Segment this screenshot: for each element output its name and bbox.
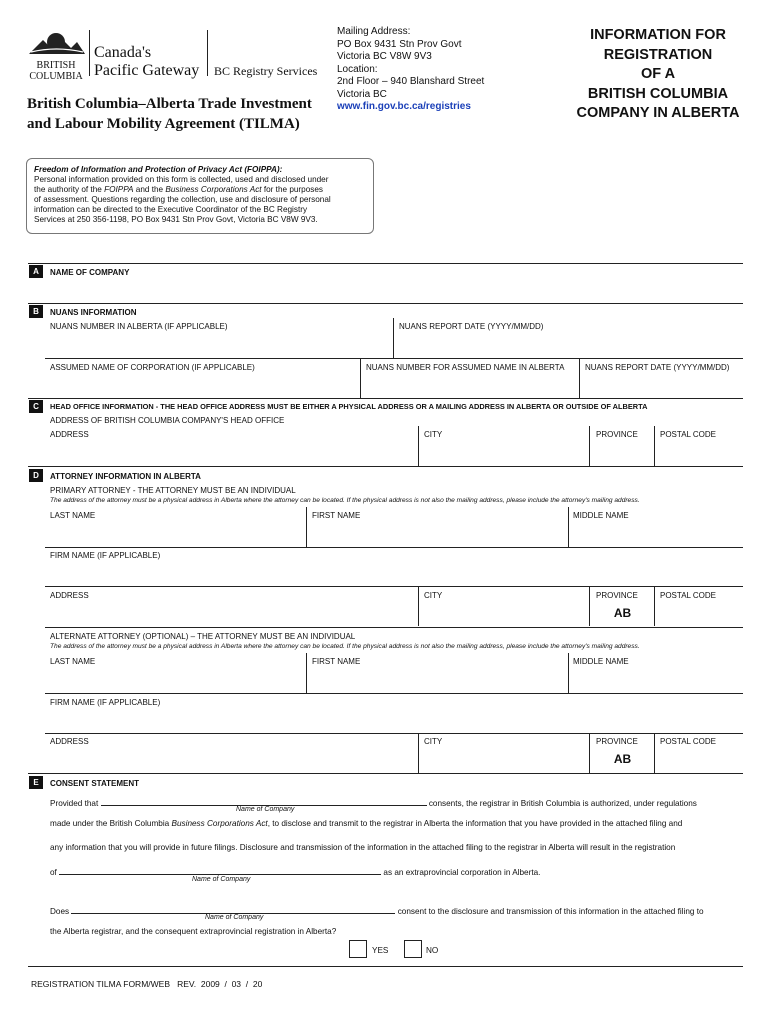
last-name-input[interactable] (45, 522, 304, 546)
first-name-input[interactable] (308, 522, 566, 546)
primary-attorney-note: The address of the attorney must be a physical address in Alberta where the attorney can be located. If the physical address is not also the mailing address, please include the attorney's mailing address. (50, 497, 640, 504)
middle-name-input[interactable] (570, 522, 742, 546)
foippa-line-4: information can be directed to the Executive Coordinator of the BC Registry (34, 205, 308, 214)
d-divider-7 (568, 653, 569, 693)
location-label: Location: (337, 63, 378, 75)
website-link[interactable]: www.fin.gov.bc.ca/registries (337, 101, 471, 112)
c-province-input[interactable] (591, 441, 652, 465)
alt-last-name-label: LAST NAME (50, 657, 96, 666)
foippa-line-5: Services at 250 356-1198, PO Box 9431 Stn Prov Govt, Victoria BC V8W 9V3. (34, 215, 318, 224)
d-address-input[interactable] (45, 602, 416, 625)
c-postal-input[interactable] (656, 441, 742, 465)
consent-line-1 (50, 796, 697, 808)
name-of-company-caption-2: Name of Company (192, 876, 251, 883)
c-divider-3 (654, 426, 655, 466)
mailing-address-block (337, 26, 484, 114)
c-city-input[interactable] (420, 441, 587, 465)
location-line-1: 2nd Floor – 940 Blanshard Street (337, 76, 485, 87)
middle-name-label: MIDDLE NAME (573, 511, 629, 520)
no-label: NO (426, 946, 439, 955)
b-divider-3 (579, 358, 580, 398)
last-name-label: LAST NAME (50, 511, 96, 520)
form-title-5: COMPANY IN ALBERTA (576, 105, 740, 121)
b-divider-2 (360, 358, 361, 398)
d-divider-5 (654, 586, 655, 626)
foippa-notice (26, 158, 374, 234)
alt-city-label: CITY (424, 737, 443, 746)
d-city-input[interactable] (420, 602, 587, 625)
provided-that-text: Provided that (50, 799, 99, 808)
d-divider-10 (654, 733, 655, 773)
c-city-label: CITY (424, 430, 443, 439)
assumed-name-label: ASSUMED NAME OF CORPORATION (IF APPLICABLE) (50, 363, 255, 372)
d-divider-6 (306, 653, 307, 693)
b-divider-1 (393, 318, 394, 358)
bc-logo-line2: COLUMBIA (29, 71, 83, 82)
assumed-nuans-number-input[interactable] (362, 374, 577, 397)
section-a-title: NAME OF COMPANY (50, 268, 130, 277)
agreement-title-1: British Columbia–Alberta Trade Investment (27, 96, 312, 112)
bc-logo-icon (25, 28, 87, 56)
logo-divider (89, 30, 90, 76)
yes-checkbox[interactable] (349, 940, 367, 958)
form-title (560, 26, 756, 124)
d-row-rule-2 (45, 586, 743, 587)
foippa-line-1: Personal information provided on this form is collected, used and disclosed under (34, 175, 329, 184)
does-text: Does (50, 907, 70, 916)
nuans-number-input[interactable] (45, 333, 391, 357)
d-divider-2 (568, 507, 569, 547)
form-title-4: BRITISH COLUMBIA (587, 85, 729, 102)
consent-line-3: any information that you will provide in future filings. Disclosure and transmission of the information in the attached filing to the registrar in Alberta will result in the registration (50, 843, 676, 852)
logo-divider-2 (207, 30, 208, 76)
alt-middle-name-label: MIDDLE NAME (573, 657, 629, 666)
d-divider-9 (589, 733, 590, 773)
location-line-2: Victoria BC (337, 88, 387, 100)
d-row-rule-4 (45, 693, 743, 694)
primary-attorney-label: PRIMARY ATTORNEY - THE ATTORNEY MUST BE AN INDIVIDUAL (50, 486, 296, 495)
c-address-label: ADDRESS (50, 430, 89, 439)
foippa-line-3: of assessment. Questions regarding the collection, use and disclosure of personal (34, 195, 331, 204)
alt-first-name-label: FIRST NAME (312, 657, 361, 666)
b-row-rule (45, 358, 743, 359)
first-name-label: FIRST NAME (312, 511, 361, 520)
d-divider-4 (589, 586, 590, 626)
section-e-letter: E (29, 776, 43, 789)
no-checkbox[interactable] (404, 940, 422, 958)
d-divider-8 (418, 733, 419, 773)
alt-middle-name-input[interactable] (570, 668, 742, 692)
alt-first-name-input[interactable] (308, 668, 566, 692)
nuans-number-label: NUANS NUMBER IN ALBERTA (IF APPLICABLE) (50, 322, 228, 331)
d-city-label: CITY (424, 591, 443, 600)
alt-city-input[interactable] (420, 748, 587, 772)
registry-services: BC Registry Services (214, 64, 318, 78)
d-province-label: PROVINCE (596, 591, 638, 600)
c-postal-label: POSTAL CODE (660, 430, 717, 439)
of-text: of (50, 868, 57, 877)
section-d-letter: D (29, 469, 43, 482)
footer-rule (28, 966, 743, 967)
c-divider-2 (589, 426, 590, 466)
d-province-value: AB (613, 606, 632, 620)
alt-postal-label: POSTAL CODE (660, 737, 717, 746)
section-b-letter: B (29, 305, 43, 318)
section-e-title: CONSENT STATEMENT (50, 779, 140, 788)
yes-label: YES (372, 946, 389, 955)
section-d-title: ATTORNEY INFORMATION IN ALBERTA (50, 472, 201, 481)
head-office-subtitle: ADDRESS OF BRITISH COLUMBIA COMPANY'S HEAD OFFICE (50, 416, 285, 425)
d-divider-3 (418, 586, 419, 626)
bc-logo-line1: BRITISH (36, 60, 76, 71)
company-name-field-2[interactable] (59, 865, 381, 875)
bc-logo (25, 28, 87, 80)
c-address-input[interactable] (45, 441, 416, 465)
assumed-name-input[interactable] (45, 374, 358, 397)
d-postal-label: POSTAL CODE (660, 591, 717, 600)
alt-address-input[interactable] (45, 748, 416, 772)
firm-name-label: FIRM NAME (IF APPLICABLE) (50, 551, 161, 560)
name-of-company-caption-3: Name of Company (205, 914, 264, 921)
c-divider-1 (418, 426, 419, 466)
alt-province-value: AB (613, 752, 632, 766)
section-b-title: NUANS INFORMATION (50, 308, 137, 317)
assumed-nuans-number-label: NUANS NUMBER FOR ASSUMED NAME IN ALBERTA (366, 363, 565, 372)
alt-postal-input[interactable] (656, 748, 742, 772)
d-row-rule-5 (45, 733, 743, 734)
agreement-title-2: and Labour Mobility Agreement (TILMA) (27, 116, 300, 132)
section-d-top-rule (28, 466, 743, 467)
nuans-date-input[interactable] (395, 333, 741, 357)
nuans-date-label: NUANS REPORT DATE (YYYY/MM/DD) (399, 322, 544, 331)
alt-province-label: PROVINCE (596, 737, 638, 746)
consent-line-2: made under the British Columbia Business Corporations Act, to disclose and transmit to the registrar in Alberta the information that you have provided in the attached filing and (50, 819, 683, 828)
foippa-title: Freedom of Information and Protection of Privacy Act (FOIPPA): (34, 165, 283, 174)
d-row-rule-1 (45, 547, 743, 548)
section-c-top-rule (28, 398, 743, 399)
d-divider-1 (306, 507, 307, 547)
as-extraprovincial-text: as an extraprovincial corporation in Alberta. (383, 868, 541, 877)
alternate-attorney-label: ALTERNATE ATTORNEY (OPTIONAL) – THE ATTORNEY MUST BE AN INDIVIDUAL (50, 632, 356, 641)
company-name-field-3[interactable] (71, 904, 395, 914)
form-id: REGISTRATION TILMA FORM/WEB REV. 2009 / 03 / 20 (31, 979, 263, 989)
alt-firm-name-input[interactable] (45, 709, 742, 732)
consents-text: consents, the registrar in British Columbia is authorized, under regulations (428, 799, 697, 808)
d-postal-input[interactable] (656, 602, 742, 625)
form-title-1: INFORMATION FOR (590, 27, 726, 43)
section-a-letter: A (29, 265, 43, 278)
name-of-company-caption-1: Name of Company (236, 806, 295, 813)
assumed-nuans-date-input[interactable] (581, 374, 741, 397)
assumed-nuans-date-label: NUANS REPORT DATE (YYYY/MM/DD) (585, 363, 730, 372)
consent-line-4 (50, 865, 540, 877)
company-name-field-1[interactable] (101, 796, 427, 806)
section-c-title: HEAD OFFICE INFORMATION - THE HEAD OFFICE ADDRESS MUST BE EITHER A PHYSICAL ADDRESS OR A MAILING ADDRESS IN ALBERTA OR OUTSIDE OF ALBERTA (50, 402, 648, 411)
form-title-2: REGISTRATION (603, 46, 713, 63)
alt-firm-name-label: FIRM NAME (IF APPLICABLE) (50, 698, 161, 707)
alternate-attorney-note: The address of the attorney must be a physical address in Alberta where the attorney can be located. If the physical address is not also the mailing address, please include the attorney's mailing address. (50, 643, 640, 650)
mailing-label: Mailing Address: (337, 26, 411, 37)
firm-name-input[interactable] (45, 562, 742, 586)
alt-last-name-input[interactable] (45, 668, 304, 692)
mailing-line-2: Victoria BC V8W 9V3 (337, 51, 432, 62)
alt-address-label: ADDRESS (50, 737, 89, 746)
foippa-line-2: the authority of the FOIPPA and the Business Corporations Act for the purposes (34, 185, 324, 194)
c-province-label: PROVINCE (596, 430, 638, 439)
form-title-3: OF A (640, 66, 676, 82)
consent-line-5 (50, 904, 704, 916)
company-name-input[interactable] (45, 280, 743, 302)
consent-disclosure-text: consent to the disclosure and transmission of this information in the attached filing to (397, 907, 704, 916)
section-b-top-rule (28, 303, 743, 304)
gateway-title-1: Canada's (94, 44, 152, 61)
section-e-top-rule (28, 773, 743, 774)
gateway-title-2: Pacific Gateway (94, 62, 200, 79)
d-address-label: ADDRESS (50, 591, 89, 600)
section-a-top-rule (28, 263, 743, 264)
section-c-letter: C (29, 400, 43, 413)
mailing-line-1: PO Box 9431 Stn Prov Govt (337, 38, 462, 50)
consent-line-6: the Alberta registrar, and the consequent extraprovincial registration in Alberta? (50, 927, 337, 936)
d-row-rule-3 (45, 627, 743, 628)
